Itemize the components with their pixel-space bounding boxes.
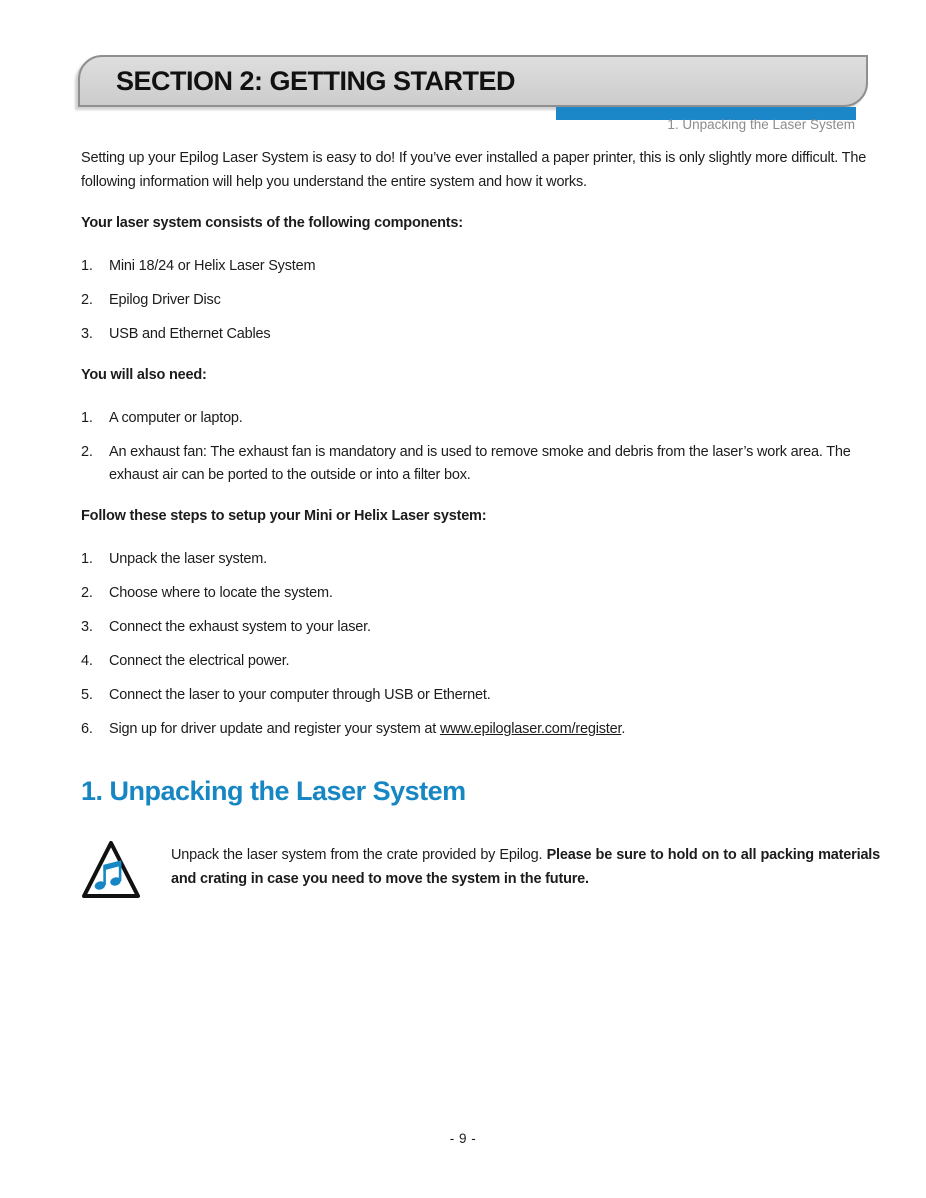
- page-content: [81, 146, 880, 909]
- list-item-number: 4.: [81, 653, 93, 669]
- list-item-text: Connect the electrical power.: [109, 653, 290, 669]
- list-item-text: USB and Ethernet Cables: [109, 326, 271, 342]
- list-item-text: Choose where to locate the system.: [109, 585, 333, 601]
- page-number: - 9 -: [449, 1131, 477, 1146]
- register-text: Sign up for driver update and register your system at: [109, 721, 440, 737]
- list-item-number: 2.: [81, 292, 93, 308]
- list-item: [81, 441, 880, 487]
- list-item: [81, 718, 880, 741]
- list-item-number: 3.: [81, 326, 93, 342]
- list-item-text: Connect the laser to your computer through USB or Ethernet.: [109, 687, 491, 703]
- list-item-text: A computer or laptop.: [109, 410, 243, 426]
- list-item-number: 2.: [81, 585, 93, 601]
- list-item: [81, 407, 880, 430]
- list-item: [81, 255, 880, 278]
- list-item-text: Mini 18/24 or Helix Laser System: [109, 258, 316, 274]
- list-item-number: 1.: [81, 410, 93, 426]
- list-item: [81, 582, 880, 605]
- components-heading: Your laser system consists of the following components:: [81, 215, 463, 231]
- list-item-number: 2.: [81, 444, 93, 460]
- list-item: [81, 548, 880, 571]
- list-item-text: An exhaust fan: The exhaust fan is mandatory and is used to remove smoke and debris from the laser’s work area. The exhaust air can be ported to the outside or into a filter box.: [109, 444, 851, 483]
- list-item-text: Connect the exhaust system to your laser.: [109, 619, 371, 635]
- music-note-triangle-icon: [81, 839, 141, 909]
- list-item-text: Unpack the laser system.: [109, 551, 267, 567]
- section-title: SECTION 2: GETTING STARTED: [116, 65, 516, 96]
- note-text-bold: Please be sure to hold on to all packing materials and crating in case you need to move the system in the future.: [171, 847, 880, 887]
- list-item-text: [109, 718, 880, 741]
- register-link[interactable]: www.epiloglaser.com/register: [439, 721, 622, 737]
- components-list: [81, 255, 880, 346]
- register-suffix: .: [621, 721, 626, 737]
- list-item-number: 6.: [81, 721, 93, 737]
- list-item: [81, 684, 880, 707]
- note-block: [81, 837, 880, 909]
- subsection-title: 1. Unpacking the Laser System: [81, 776, 466, 806]
- setup-steps-list: [81, 548, 880, 741]
- setup-steps-heading: Follow these steps to setup your Mini or Helix Laser system:: [81, 508, 487, 524]
- list-item-number: 1.: [81, 258, 93, 274]
- note-text-regular: Unpack the laser system from the crate provided by Epilog.: [171, 847, 547, 863]
- section-banner: [78, 55, 868, 107]
- list-item: [81, 616, 880, 639]
- list-item: [81, 289, 880, 312]
- list-item-number: 5.: [81, 687, 93, 703]
- running-header: 1. Unpacking the Laser System: [667, 117, 855, 132]
- list-item-text: Epilog Driver Disc: [109, 292, 221, 308]
- list-item: [81, 323, 880, 346]
- list-item-number: 1.: [81, 551, 93, 567]
- intro-paragraph: Setting up your Epilog Laser System is easy to do! If you’ve ever installed a paper printer, this is only slightly more difficult. The following information will help you understand the entire system and how it works.: [81, 150, 867, 190]
- note-paragraph: [171, 843, 880, 891]
- list-item: [81, 650, 880, 673]
- also-need-heading: You will also need:: [81, 367, 207, 383]
- list-item-number: 3.: [81, 619, 93, 635]
- also-need-list: [81, 407, 880, 487]
